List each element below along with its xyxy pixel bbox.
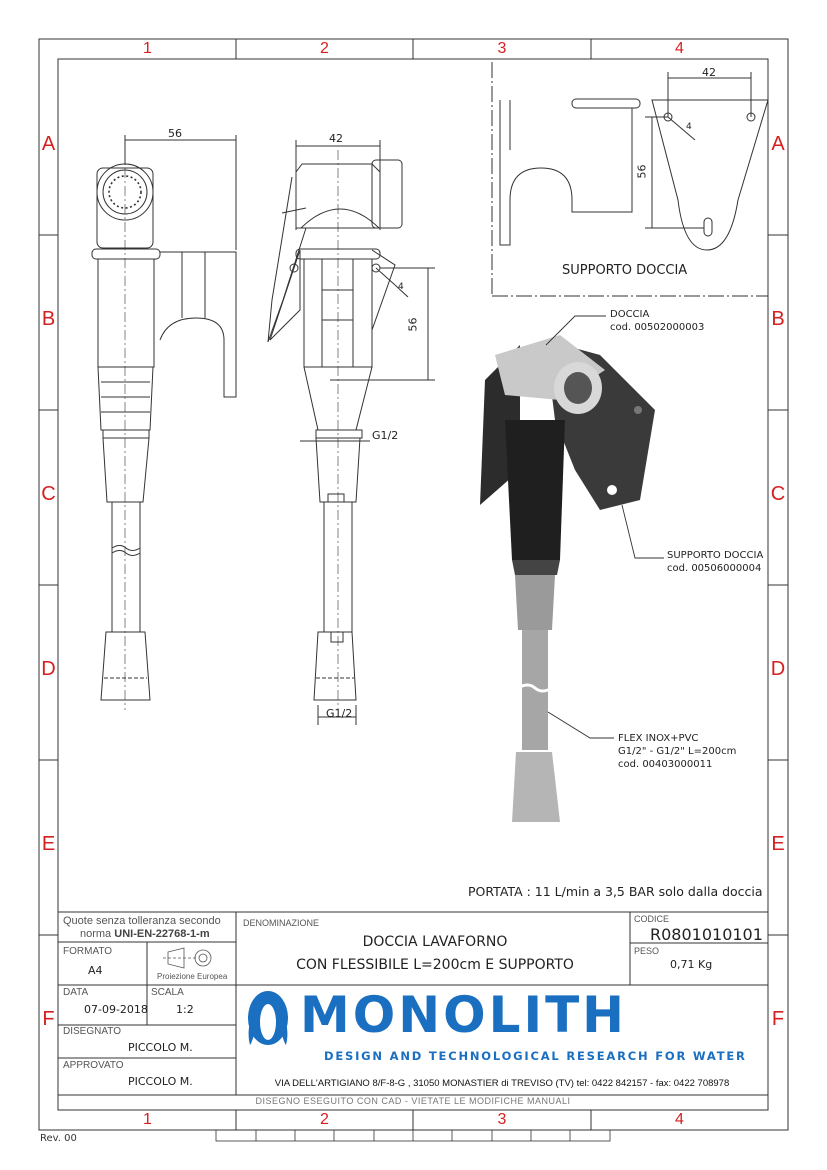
column-label-1: 1 bbox=[143, 40, 152, 57]
upper-thread-label: G1/2 bbox=[372, 429, 399, 442]
flow-rate-note: PORTATA : 11 L/min a 3,5 BAR solo dalla doccia bbox=[468, 884, 763, 899]
brand-tagline: DESIGN AND TECHNOLOGICAL RESEARCH FOR WATER bbox=[324, 1049, 747, 1063]
callout-flex bbox=[618, 732, 736, 771]
brand-name: MONOLITH bbox=[300, 986, 628, 1044]
row-label-b-right: B bbox=[771, 308, 785, 330]
column-label-4: 4 bbox=[675, 40, 684, 57]
callout-supporto-code: cod. 00506000004 bbox=[667, 563, 762, 574]
revision-label: Rev. 00 bbox=[40, 1133, 77, 1144]
tolerance-norm bbox=[80, 928, 210, 940]
company-address: VIA DELL'ARTIGIANO 8/F-8-G , 31050 MONASTIER di TREVISO (TV) tel: 0422 842157 - fax: 0422 708978 bbox=[274, 1078, 730, 1089]
row-label-c: C bbox=[41, 483, 56, 505]
row-label-e: E bbox=[41, 833, 56, 855]
approvato-value: PICCOLO M. bbox=[128, 1075, 193, 1088]
support-detail-title: SUPPORTO DOCCIA bbox=[562, 263, 688, 278]
disegnato-value: PICCOLO M. bbox=[128, 1041, 193, 1054]
column-label-3-bottom: 3 bbox=[497, 1111, 507, 1128]
row-label-c-right: C bbox=[770, 483, 786, 505]
tolerance-note: Quote senza tolleranza secondo bbox=[63, 915, 221, 927]
front-view bbox=[92, 135, 236, 710]
row-label-b: B bbox=[41, 308, 56, 330]
cad-footer-note: DISEGNO ESEGUITO CON CAD - VIETATE LE MODIFICHE MANUALI bbox=[255, 1096, 571, 1106]
front-width-dimension: 56 bbox=[168, 127, 182, 140]
denominazione-label: DENOMINAZIONE bbox=[243, 918, 320, 928]
callout-flex-code: cod. 00403000011 bbox=[618, 759, 713, 770]
disegnato-label: DISEGNATO bbox=[63, 1026, 121, 1037]
row-label-a: A bbox=[41, 133, 56, 155]
tolerance-norm-prefix: norma bbox=[80, 928, 112, 940]
formato-value: A4 bbox=[88, 964, 103, 977]
column-label-2: 2 bbox=[320, 40, 329, 57]
tolerance-norm-code: UNI-EN-22768-1-m bbox=[114, 928, 210, 940]
denominazione-line-1: DOCCIA LAVAFORNO bbox=[362, 934, 508, 950]
support-width-dimension: 42 bbox=[702, 66, 716, 79]
side-angle-dimension: 4 bbox=[398, 282, 404, 292]
side-width-dimension: 42 bbox=[329, 132, 343, 145]
support-height-dimension: 56 bbox=[635, 164, 649, 179]
callout-supporto-name: SUPPORTO DOCCIA bbox=[667, 550, 764, 561]
row-label-d: D bbox=[41, 658, 56, 680]
column-label-2-bottom: 2 bbox=[320, 1111, 329, 1128]
column-label-1-bottom: 1 bbox=[143, 1111, 152, 1128]
side-height-dimension: 56 bbox=[406, 317, 420, 332]
callout-flex-line1: FLEX INOX+PVC bbox=[618, 733, 699, 744]
peso-value: 0,71 Kg bbox=[670, 958, 713, 971]
side-view bbox=[268, 140, 435, 725]
scala-value: 1:2 bbox=[176, 1003, 194, 1016]
codice-label: CODICE bbox=[634, 914, 670, 924]
peso-label: PESO bbox=[634, 946, 660, 956]
row-label-a-right: A bbox=[771, 133, 785, 155]
callout-doccia-name: DOCCIA bbox=[610, 309, 650, 320]
support-detail bbox=[492, 62, 768, 296]
callout-flex-line2: G1/2" - G1/2" L=200cm bbox=[618, 746, 737, 757]
row-label-f-right: F bbox=[771, 1008, 785, 1030]
scala-label: SCALA bbox=[151, 987, 184, 998]
lower-thread-label: G1/2 bbox=[326, 707, 353, 720]
denominazione-line-2: CON FLESSIBILE L=200cm E SUPPORTO bbox=[296, 957, 574, 973]
data-value: 07-09-2018 bbox=[84, 1003, 148, 1016]
column-label-4-bottom: 4 bbox=[675, 1111, 684, 1128]
projection-label: Proiezione Europea bbox=[157, 972, 228, 981]
callout-doccia-code: cod. 00502000003 bbox=[610, 322, 705, 333]
callout-doccia bbox=[610, 308, 704, 334]
callout-supporto bbox=[667, 549, 763, 575]
approvato-label: APPROVATO bbox=[63, 1060, 124, 1071]
column-label-3: 3 bbox=[497, 40, 507, 57]
codice-value: R0801010101 bbox=[650, 925, 763, 944]
formato-label: FORMATO bbox=[63, 946, 113, 957]
row-label-f: F bbox=[42, 1008, 55, 1030]
support-angle-dimension: 4 bbox=[686, 122, 692, 132]
row-label-e-right: E bbox=[771, 833, 785, 855]
row-label-d-right: D bbox=[770, 658, 786, 680]
data-label: DATA bbox=[63, 987, 89, 998]
